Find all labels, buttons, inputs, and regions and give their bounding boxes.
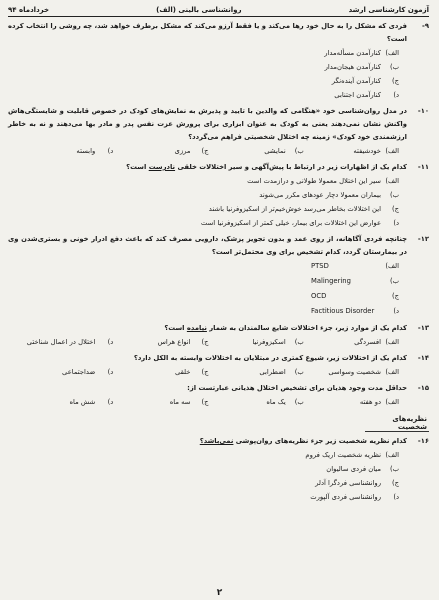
option: ج) این اختلالات بخاطر می‌رسد خوش‌خیم‌تر از اسکیزوفرنیا باشند bbox=[208, 205, 399, 213]
option: د) روانشناسی فردی آلپورت bbox=[310, 493, 399, 501]
option: ب) اضطرابی bbox=[259, 368, 304, 376]
options-list bbox=[8, 259, 429, 319]
question-9 bbox=[8, 20, 429, 102]
question-12 bbox=[8, 233, 429, 319]
question-number: ۱۳- bbox=[417, 324, 429, 332]
option: الف) PTSD bbox=[311, 262, 399, 270]
options-list bbox=[8, 174, 429, 230]
question-number: ۱۲- bbox=[417, 235, 429, 243]
option: الف) کنارآمدن مسأله‌مدار bbox=[324, 49, 399, 57]
option: ب) بیماران معمولا دچار عودهای مکرر می‌شوند bbox=[259, 191, 399, 199]
question-15 bbox=[8, 382, 429, 409]
header-date: خردادماه ۹۴ bbox=[8, 5, 50, 14]
question-text: کدام یک از موارد زیر، جزء اختلالات شایع سالمندان به شمار نیامده است؟ bbox=[164, 324, 407, 332]
section-heading: نظریه‌های شخصیت bbox=[365, 415, 429, 432]
underlined-keyword: نمی‌باشد؟ bbox=[199, 437, 234, 445]
header-subject: روانشناسی بالینی (الف) bbox=[156, 5, 242, 14]
option: الف) افسردگی bbox=[354, 338, 399, 346]
options-row bbox=[8, 335, 429, 349]
option: د) کنارآمدن اجتنابی bbox=[334, 91, 399, 99]
option: ب) Malingering bbox=[311, 277, 399, 285]
option: د) اختلال در اعمال شناختی bbox=[26, 338, 114, 346]
question-10 bbox=[8, 105, 429, 158]
option: ج) سه ماه bbox=[169, 398, 209, 406]
option: د) Factitious Disorder bbox=[311, 307, 399, 315]
option: ج) مرزی bbox=[174, 147, 209, 155]
options-list bbox=[8, 448, 429, 504]
option: ب) یک ماه bbox=[266, 398, 304, 406]
option: د) وابسته bbox=[76, 147, 114, 155]
question-number: ۹- bbox=[422, 22, 429, 30]
option: ب) اسکیزوفرنیا bbox=[252, 338, 304, 346]
question-number: ۱۶- bbox=[417, 437, 429, 445]
option: ب) نمایشی bbox=[264, 147, 304, 155]
options-row bbox=[8, 395, 429, 409]
underlined-keyword: نادرست bbox=[148, 163, 176, 171]
question-number: ۱۰- bbox=[417, 107, 429, 115]
option: ج) خلقی bbox=[174, 368, 209, 376]
option: د) شش ماه bbox=[69, 398, 114, 406]
option: ج) روانشناسی فردگرا آدلر bbox=[315, 479, 399, 487]
option: ب) میان فردی سالیوان bbox=[326, 465, 399, 473]
header-exam-title: آزمون کارشناسی ارشد bbox=[348, 5, 429, 14]
option: ج) OCD bbox=[311, 292, 399, 300]
option: ج) کنارآمدن آینده‌نگر bbox=[331, 77, 399, 85]
question-number: ۱۱- bbox=[417, 163, 429, 171]
options-row bbox=[8, 144, 429, 158]
question-text: فردی که مشکل را به حال خود رها می‌کند و یا فقط آرزو می‌کند که مشکل برطرف خواهد شد، چه روشی را انتخاب کرده است؟ bbox=[8, 22, 407, 43]
question-16 bbox=[8, 435, 429, 504]
question-number: ۱۴- bbox=[417, 354, 429, 362]
option: الف) شخصیت وسواسی bbox=[328, 368, 399, 376]
option: ج) انواع هراس bbox=[157, 338, 209, 346]
question-text: چنانچه فردی آگاهانه، از روی عمد و بدون تجویز پزشک، دارویی مصرف کند که باعث دفع ادرار خونی و بستری‌شدن وی در بیمارستان گردد، کدام تشخیص برای وی محتمل‌تر است؟ bbox=[8, 235, 407, 256]
option: الف) دو هفته bbox=[359, 398, 399, 406]
page-header bbox=[8, 0, 429, 17]
option: ب) کنارآمدن هیجان‌مدار bbox=[324, 63, 399, 71]
question-text: در مدل روان‌شناسی خود «هنگامی که والدین با تایید و پذیرش به نمایش‌های کودک در خصوص قابلیت و شایستگی‌هاش واکنش نشان نمی‌دهند یعنی به کودک به عنوان ابزاری برای پرورش عزت نفس پدر و مادر بها می‌دهند و نه به خاطر ارزشمندی خود کودک» زمینه چه اختلال شخصیتی فراهم می‌گردد؟ bbox=[8, 107, 407, 141]
question-text: کدام یک از اظهارات زیر در ارتباط با پیش‌آگهی و سیر اختلالات خلقی نادرست است؟ bbox=[126, 163, 407, 171]
question-text: کدام یک از اختلالات زیر، شیوع کمتری در مبتلایان به اختلالات وابسته به الکل دارد؟ bbox=[133, 354, 407, 362]
option: الف) سیر این اختلال معمولا طولانی و درازمدت است bbox=[247, 177, 399, 185]
question-text: حداقل مدت وجود هذیان برای تشخیص اختلال هذیانی عبارتست از: bbox=[187, 384, 407, 392]
question-number: ۱۵- bbox=[417, 384, 429, 392]
options-list bbox=[8, 46, 429, 102]
option: الف) نظریه شخصیت اریک فروم bbox=[305, 451, 399, 459]
option: د) ضداجتماعی bbox=[62, 368, 114, 376]
question-11 bbox=[8, 161, 429, 230]
question-13 bbox=[8, 322, 429, 349]
page-number: ۲ bbox=[216, 588, 223, 598]
option: الف) خودشیفته bbox=[353, 147, 399, 155]
options-row bbox=[8, 365, 429, 379]
underlined-keyword: نیامده bbox=[186, 324, 207, 332]
question-14 bbox=[8, 352, 429, 379]
option: د) عوارض این اختلالات برای بیمار، خیلی کمتر از اسکیزوفرنیا است bbox=[200, 219, 399, 227]
question-text: کدام نظریه شخصیت زیر جزء نظریه‌های روان‌پوشی نمی‌باشد؟ bbox=[199, 437, 407, 445]
